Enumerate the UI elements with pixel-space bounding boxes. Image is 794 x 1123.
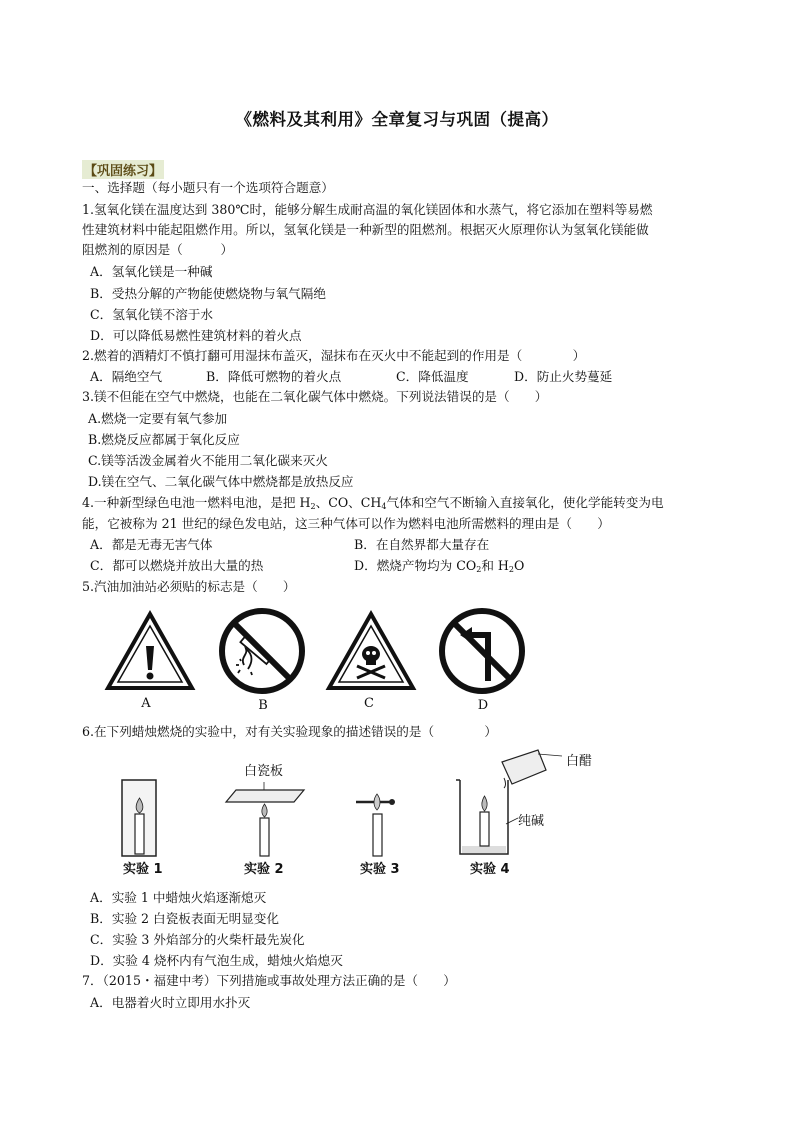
experiment-1-figure bbox=[120, 778, 160, 858]
q1-option-d: D．可以降低易燃性建筑材料的着火点 bbox=[90, 328, 302, 343]
q5-stem: 5.汽油加油站必须贴的标志是（ ） bbox=[82, 579, 296, 594]
q1-option-b: B．受热分解的产物能使燃烧物与氧气隔绝 bbox=[90, 286, 326, 301]
section-label: 【巩固练习】 bbox=[82, 160, 164, 179]
q4-option-d: D．燃烧产物均为 $CO_2$和 $H_2O$ bbox=[354, 558, 525, 574]
q3-option-a: A.燃烧一定要有氧气参加 bbox=[88, 411, 228, 426]
experiment-3-figure bbox=[350, 790, 410, 860]
no-turn-sign-icon bbox=[438, 607, 526, 695]
experiment-4-figure bbox=[452, 748, 562, 858]
warning-sign-icon bbox=[106, 610, 196, 694]
q4-stem-line-1: 4.一种新型绿色电池一燃料电池，是把 $H_2$、CO、$CH_4$气体和空气不断输入直接氧化，使化学能转变为电 bbox=[82, 495, 664, 511]
sign-label-b: B bbox=[258, 698, 268, 713]
q6-option-b: B．实验 2 白瓷板表面无明显变化 bbox=[90, 911, 279, 926]
q3-stem: 3.镁不但能在空气中燃烧，也能在二氧化碳气体中燃烧。下列说法错误的是（ ） bbox=[82, 389, 548, 404]
q7-option-a: A．电器着火时立即用水扑灭 bbox=[90, 995, 251, 1010]
q1-stem-line-2: 性建筑材料中能起阻燃作用。所以，氢氧化镁是一种新型的阻燃剂。根据灭火原理你认为氢氧化镁能做 bbox=[82, 222, 649, 237]
q7-stem: 7．（2015・福建中考）下列措施或事故处理方法正确的是（ ） bbox=[82, 973, 456, 988]
q6-option-c: C．实验 3 外焰部分的火柴杆最先炭化 bbox=[90, 932, 305, 947]
q2-option-d: D．防止火势蔓延 bbox=[514, 369, 613, 384]
part-heading: 一、选择题（每小题只有一个选项符合题意） bbox=[82, 180, 334, 195]
experiment-1-label: 实验 1 bbox=[123, 862, 163, 877]
sign-label-d: D bbox=[477, 698, 489, 713]
q3-option-c: C.镁等活泼金属着火不能用二氧化碳来灭火 bbox=[88, 453, 328, 468]
q4-option-c: C．都可以燃烧并放出大量的热 bbox=[90, 558, 264, 573]
q2-option-b: B．降低可燃物的着火点 bbox=[206, 369, 342, 384]
experiment-2-label: 实验 2 bbox=[244, 862, 284, 877]
soda-label: 纯碱 bbox=[518, 814, 545, 829]
q6-stem: 6.在下列蜡烛燃烧的实验中，对有关实验现象的描述错误的是（ ） bbox=[82, 724, 498, 739]
experiment-3-label: 实验 3 bbox=[360, 862, 400, 877]
experiment-2-figure bbox=[224, 778, 304, 858]
q4-option-b: B．在自然界都大量存在 bbox=[354, 537, 490, 552]
toxic-sign-icon bbox=[326, 610, 416, 694]
q2-stem: 2.燃着的酒精灯不慎打翻可用湿抹布盖灭，湿抹布在灭火中不能起到的作用是（ ） bbox=[82, 348, 586, 363]
q1-stem-line-3: 阻燃剂的原因是（ ） bbox=[82, 242, 234, 257]
no-fire-sign-icon bbox=[218, 607, 306, 695]
vinegar-label: 白醋 bbox=[566, 754, 593, 769]
q4-stem-line-2: 能，它被称为 21 世纪的绿色发电站，这三种气体可以作为燃料电池所需燃料的理由是（ ） bbox=[82, 516, 610, 531]
q2-option-c: C．降低温度 bbox=[396, 369, 469, 384]
sign-label-a: A bbox=[141, 696, 151, 711]
q4-option-a: A．都是无毒无害气体 bbox=[90, 537, 213, 552]
experiment-4-label: 实验 4 bbox=[470, 862, 510, 877]
sign-label-c: C bbox=[364, 696, 374, 711]
q6-option-d: D．实验 4 烧杯内有气泡生成，蜡烛火焰熄灭 bbox=[90, 953, 343, 968]
porcelain-plate-label: 白瓷板 bbox=[244, 764, 284, 779]
page-title: 《燃料及其利用》全章复习与巩固（提高） bbox=[235, 110, 559, 129]
q3-option-d: D.镁在空气、二氧化碳气体中燃烧都是放热反应 bbox=[88, 474, 354, 489]
q1-option-a: A．氢氧化镁是一种碱 bbox=[90, 264, 213, 279]
q6-option-a: A．实验 1 中蜡烛火焰逐渐熄灭 bbox=[90, 890, 267, 905]
q1-stem-line-1: 1.氢氧化镁在温度达到 380℃时，能够分解生成耐高温的氧化镁固体和水蒸气，将它添加在塑料等易燃 bbox=[82, 202, 653, 217]
q3-option-b: B.燃烧反应都属于氧化反应 bbox=[88, 432, 240, 447]
q1-option-c: C．氢氧化镁不溶于水 bbox=[90, 307, 213, 322]
q2-option-a: A．隔绝空气 bbox=[90, 369, 163, 384]
